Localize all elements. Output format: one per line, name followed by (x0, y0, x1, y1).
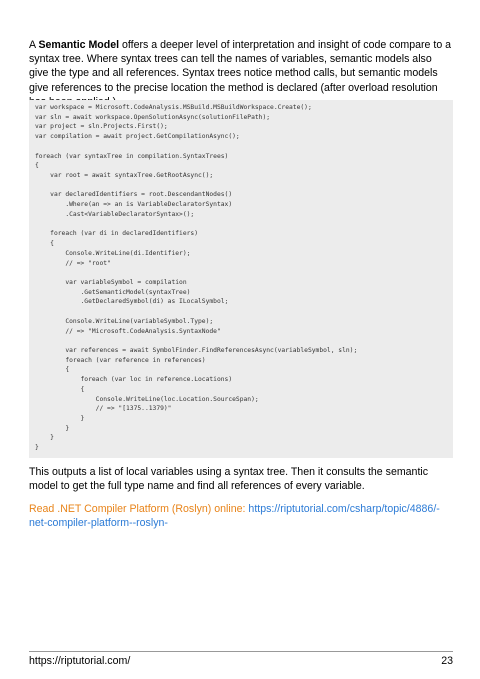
code-line (35, 268, 453, 278)
code-line: var compilation = await project.GetCompilationAsync(); (35, 133, 240, 141)
code-line (35, 336, 453, 346)
intro-bold-term: Semantic Model (38, 39, 120, 51)
code-line: } (35, 444, 39, 452)
code-line: Console.WriteLine(loc.Location.SourceSpan); (35, 395, 259, 403)
code-line: foreach (var loc in reference.Locations) (35, 376, 233, 384)
code-line: var workspace = Microsoft.CodeAnalysis.MSBuild.MSBuildWorkspace.Create(); (35, 104, 312, 111)
read-online-paragraph (29, 502, 453, 530)
code-line: Console.WriteLine(variableSymbol.Type); (35, 317, 214, 325)
code-line (35, 307, 453, 317)
intro-paragraph (29, 38, 453, 109)
code-line: var declaredIdentifiers = root.DescendantNodes() (35, 191, 233, 199)
code-line: .GetDeclaredSymbol(di) as ILocalSymbol; (35, 298, 229, 306)
code-line: .GetSemanticModel(syntaxTree) (35, 288, 191, 296)
code-line: // => "[1375..1379)" (35, 405, 172, 413)
code-line: var references = await SymbolFinder.FindReferencesAsync(variableSymbol, sln); (35, 346, 358, 354)
code-line: foreach (var syntaxTree in compilation.SyntaxTrees) (35, 152, 229, 160)
code-line: // => "Microsoft.CodeAnalysis.SyntaxNode" (35, 327, 221, 335)
code-line: .Where(an => an is VariableDeclaratorSyntax) (35, 201, 233, 209)
code-block (29, 100, 453, 458)
code-line: } (35, 415, 85, 422)
code-line: Console.WriteLine(di.Identifier); (35, 249, 191, 257)
footer-url: https://riptutorial.com/ (29, 655, 131, 667)
code-line: { (35, 162, 39, 170)
intro-rest: offers a deeper level of interpretation and insight of code compare to a syntax tree. Where syntax trees can tell the names of variables, semantic models also give the type and all references. Syntax trees notice method calls, but semantic models give references to the precise location the method is declared (after overload resolution (29, 39, 452, 94)
code-line: var sln = await workspace.OpenSolutionAsync(solutionFilePath); (35, 113, 271, 121)
page-number: 23 (441, 655, 453, 667)
code-line: foreach (var di in declaredIdentifiers) (35, 230, 199, 238)
code-line: { (35, 385, 85, 393)
read-online-label: Read .NET Compiler Platform (Roslyn) online: (29, 503, 249, 515)
code-line: var variableSymbol = compilation (35, 278, 187, 286)
code-line: var project = sln.Projects.First(); (35, 123, 168, 131)
code-line: } (35, 434, 54, 442)
code-line: foreach (var reference in references) (35, 356, 206, 364)
summary-paragraph: This outputs a list of local variables using a syntax tree. Then it consults the semantic model to get the full type name and find all references of every variable. (29, 466, 429, 493)
code-line: // => "root" (35, 259, 111, 267)
footer-divider (29, 651, 453, 652)
code-line: .Cast<VariableDeclaratorSyntax>(); (35, 210, 195, 218)
code-line: { (35, 240, 54, 248)
code-line (35, 220, 453, 230)
code-line (35, 142, 453, 152)
code-line: } (35, 424, 70, 432)
code-line (35, 181, 453, 191)
intro-lead: A (29, 39, 39, 51)
read-online-link[interactable]: https://riptutorial.com/csharp/topic/4886/-net-compiler-platform--roslyn- (29, 503, 440, 530)
code-line: { (35, 366, 70, 374)
code-line: var root = await syntaxTree.GetRootAsync(); (35, 172, 214, 180)
